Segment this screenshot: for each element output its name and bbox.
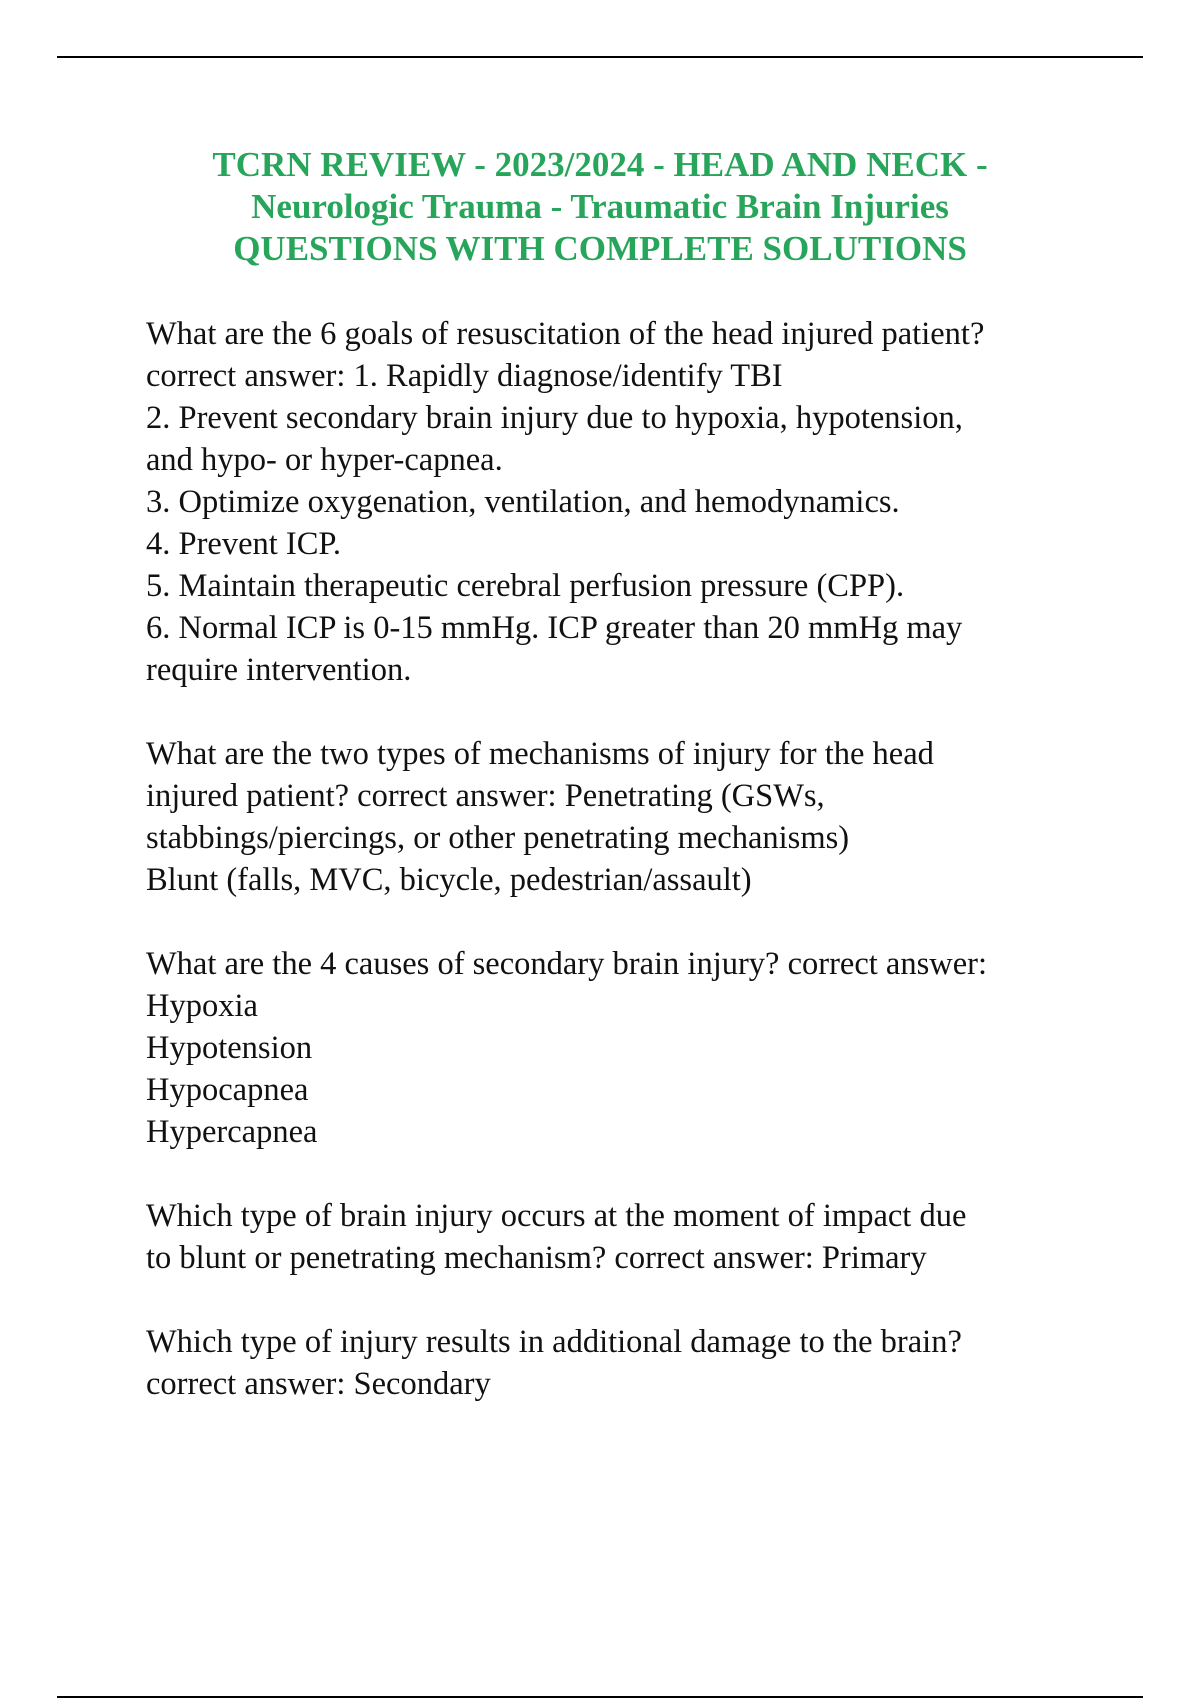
- document-title: [100, 144, 1100, 270]
- title-line-1: TCRN REVIEW - 2023/2024 - HEAD AND NECK -: [212, 145, 988, 184]
- text-line: and hypo- or hyper-capnea.: [146, 442, 503, 478]
- text-line: require intervention.: [146, 652, 412, 688]
- text-line: Which type of brain injury occurs at the moment of impact due: [146, 1198, 967, 1234]
- text-line: 5. Maintain therapeutic cerebral perfusion pressure (CPP).: [146, 568, 905, 604]
- qa-block-goals-of-resuscitation: [146, 313, 1146, 691]
- qa-block-secondary-injury-causes: [146, 943, 1146, 1153]
- top-rule: [57, 56, 1143, 58]
- document-body: [146, 313, 1146, 1447]
- text-line: stabbings/piercings, or other penetrating mechanisms): [146, 820, 850, 856]
- text-line: 6. Normal ICP is 0-15 mmHg. ICP greater than 20 mmHg may: [146, 610, 963, 646]
- text-line: Which type of injury results in additional damage to the brain?: [146, 1324, 962, 1360]
- text-line: What are the two types of mechanisms of injury for the head: [146, 736, 934, 772]
- title-line-2: Neurologic Trauma - Traumatic Brain Injuries: [251, 187, 949, 226]
- qa-block-primary-injury: [146, 1195, 1146, 1279]
- text-line: Hypocapnea: [146, 1072, 309, 1108]
- text-line: Hypoxia: [146, 988, 258, 1024]
- title-line-3: QUESTIONS WITH COMPLETE SOLUTIONS: [233, 229, 967, 268]
- qa-block-mechanisms-of-injury: [146, 733, 1146, 901]
- text-line: What are the 6 goals of resuscitation of the head injured patient?: [146, 316, 985, 352]
- text-line: 4. Prevent ICP.: [146, 526, 341, 562]
- text-line: What are the 4 causes of secondary brain injury? correct answer:: [146, 946, 988, 982]
- text-line: Hypotension: [146, 1030, 313, 1066]
- text-line: correct answer: 1. Rapidly diagnose/identify TBI: [146, 358, 783, 394]
- text-line: Blunt (falls, MVC, bicycle, pedestrian/assault): [146, 862, 752, 898]
- qa-block-secondary-injury: [146, 1321, 1146, 1405]
- text-line: to blunt or penetrating mechanism? correct answer: Primary: [146, 1240, 927, 1276]
- text-line: Hypercapnea: [146, 1114, 318, 1150]
- text-line: 3. Optimize oxygenation, ventilation, and hemodynamics.: [146, 484, 900, 520]
- text-line: correct answer: Secondary: [146, 1366, 491, 1402]
- text-line: 2. Prevent secondary brain injury due to hypoxia, hypotension,: [146, 400, 963, 436]
- bottom-rule: [57, 1696, 1143, 1698]
- text-line: injured patient? correct answer: Penetrating (GSWs,: [146, 778, 825, 814]
